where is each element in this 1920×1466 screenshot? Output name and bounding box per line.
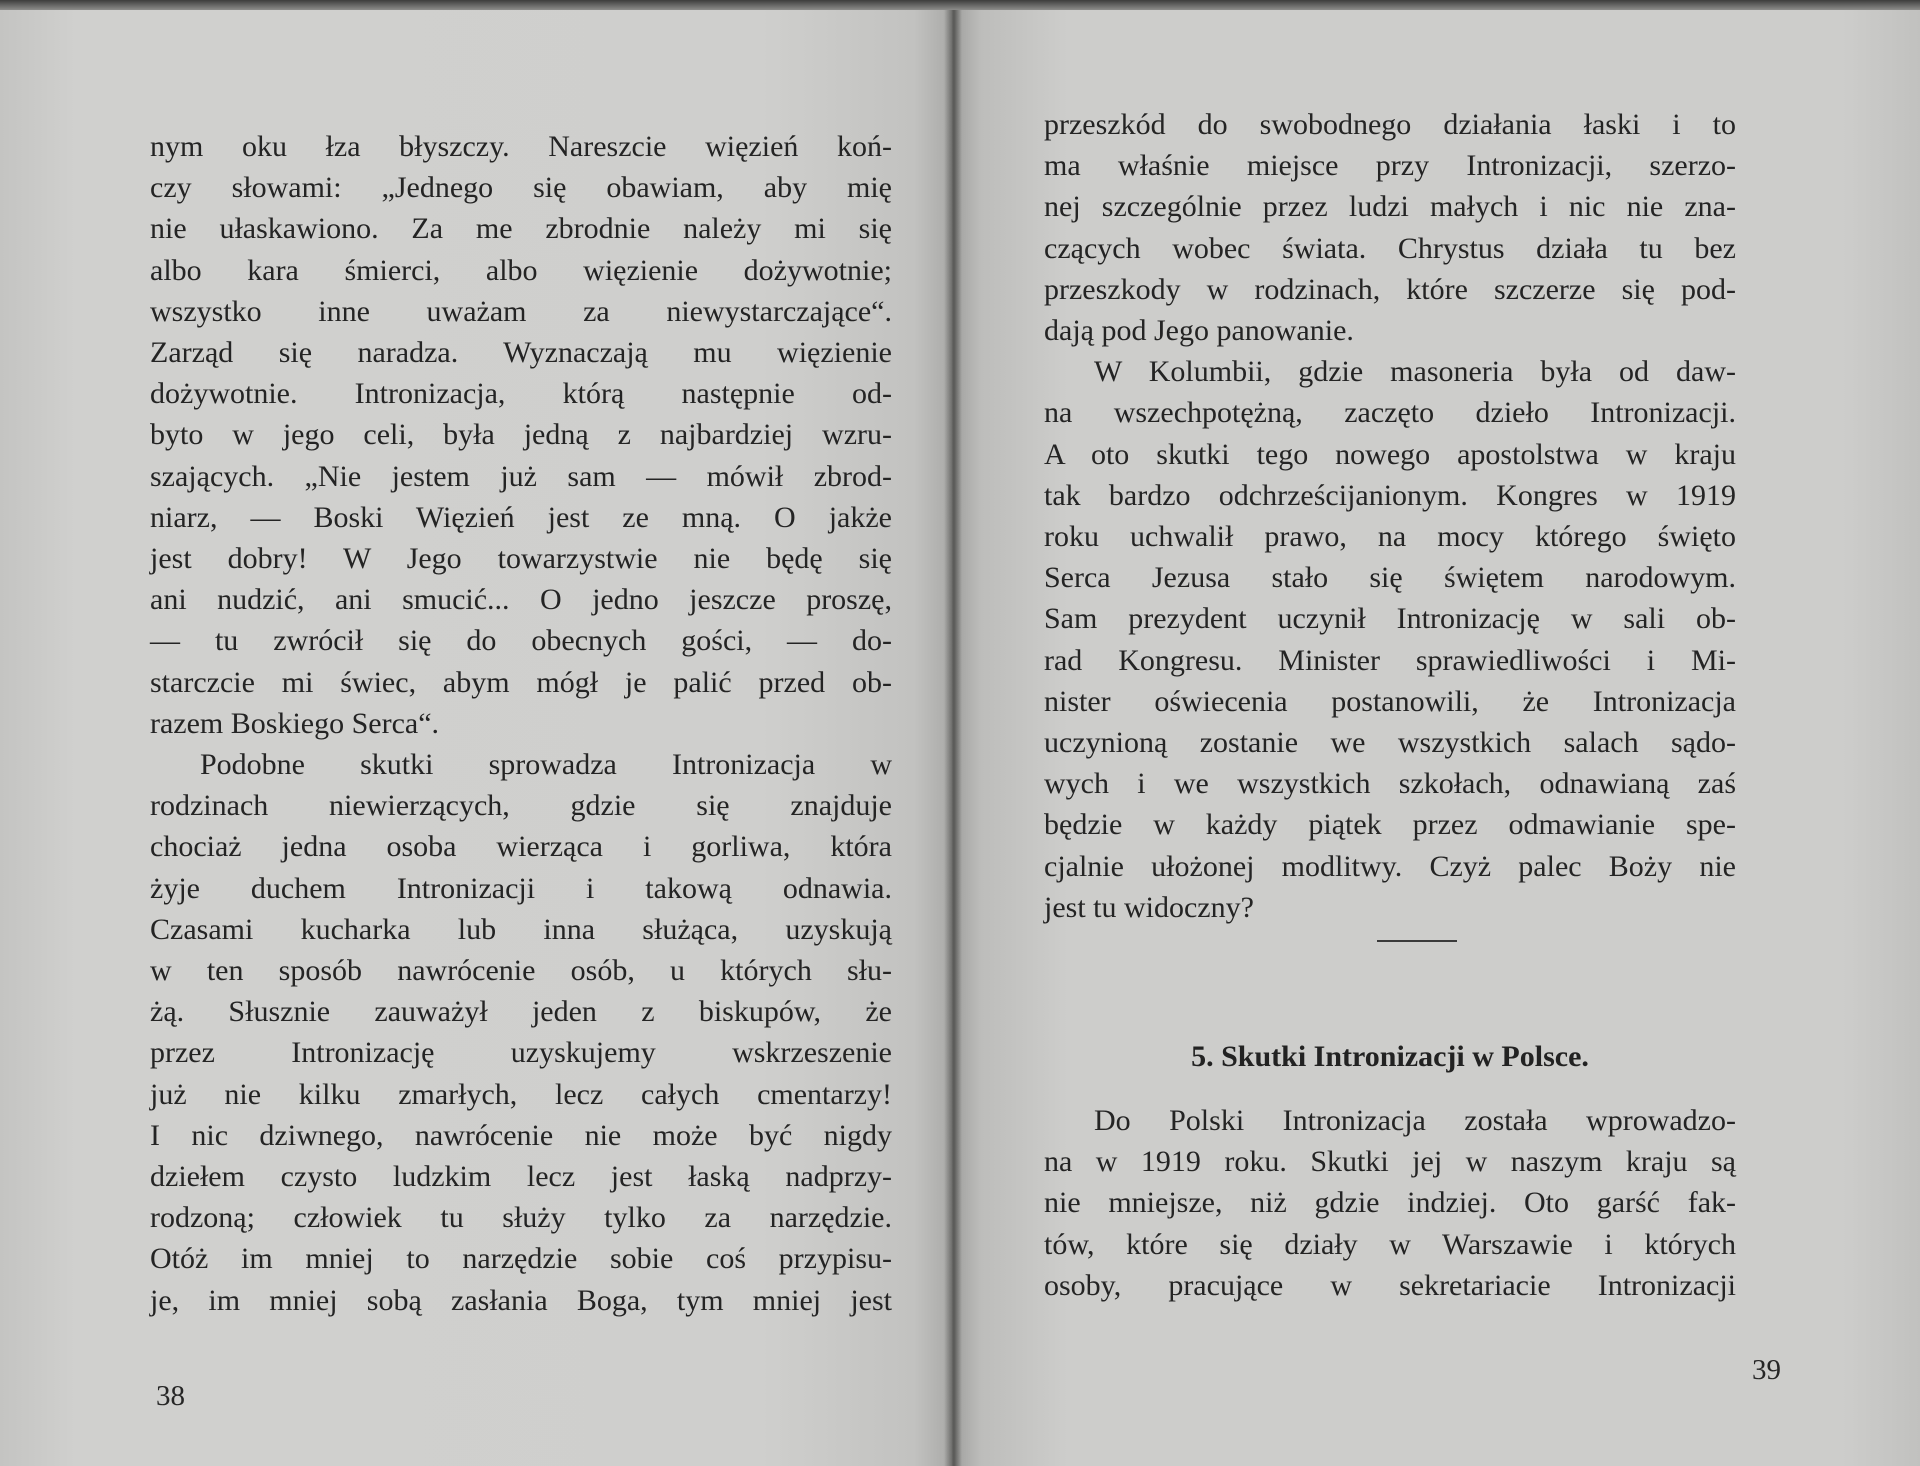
text-line: nej szczególnie przez ludzi małych i nic nie zna-: [1044, 190, 1736, 224]
section-divider: [1377, 940, 1457, 942]
text-line: I nic dziwnego, nawrócenie nie może być nigdy: [150, 1118, 892, 1152]
text-line: dziełem czysto ludzkim lecz jest łaską nadprzy-: [150, 1160, 892, 1194]
text-line: przeszkód do swobodnego działania łaski i to: [1044, 108, 1736, 141]
text-line: wych i we wszystkich szkołach, odnawianą zaś: [1044, 767, 1736, 801]
right-page-text: [1044, 104, 1736, 928]
text-line: byto w jego celi, była jedną z najbardziej wzru-: [150, 418, 892, 452]
text-line: — tu zwrócił się do obecnych gości, — do-: [150, 624, 892, 658]
page-number-left: 38: [156, 1380, 185, 1412]
text-line: chociaż jedna osoba wierząca i gorliwa, która: [150, 830, 892, 864]
section-heading: 5. Skutki Intronizacji w Polsce.: [1191, 1040, 1589, 1073]
right-page: [952, 10, 1920, 1466]
text-line: przeszkody w rodzinach, które szczerze się pod-: [1044, 272, 1736, 306]
text-line: A oto skutki tego nowego apostolstwa w kraju: [1044, 437, 1736, 471]
text-line: w ten sposób nawrócenie osób, u których słu-: [150, 954, 892, 988]
book-gutter: [944, 0, 962, 1466]
text-line: W Kolumbii, gdzie masoneria była od daw-: [1094, 355, 1736, 389]
text-line: osoby, pracujące w sekretariacie Intronizacji: [1044, 1268, 1736, 1302]
right-paragraph-3: [1044, 1100, 1736, 1306]
left-page-text: [150, 126, 892, 1321]
text-line: razem Boskiego Serca“.: [150, 706, 440, 740]
text-line: dożywotnie. Intronizacja, którą następnie od-: [150, 377, 892, 411]
text-line: niarz, — Boski Więzień jest ze mną. O jakże: [150, 500, 892, 534]
text-line: rodzoną; człowiek tu służy tylko za narzędzie.: [150, 1201, 892, 1235]
text-line: tów, które się działy w Warszawie i których: [1044, 1227, 1736, 1261]
text-line: wszystko inne uważam za niewystarczające“.: [150, 294, 892, 328]
right-paragraph-2: [1044, 351, 1736, 928]
left-paragraph-1: [150, 126, 892, 744]
right-page-text-2: [1044, 1100, 1736, 1306]
text-line: Otóż im mniej to narzędzie sobie coś przypisu-: [150, 1242, 892, 1276]
text-line: rad Kongresu. Minister sprawiedliwości i Mi-: [1044, 643, 1736, 677]
text-line: Do Polski Intronizacja została wprowadzo-: [1094, 1104, 1736, 1137]
text-line: szających. „Nie jestem już sam — mówił zbrod-: [150, 459, 892, 493]
text-line: albo kara śmierci, albo więzienie dożywotnie;: [150, 253, 892, 287]
scan-top-edge: [0, 0, 1920, 10]
text-line: cjalnie ułożonej modlitwy. Czyż palec Boży nie: [1044, 849, 1736, 883]
text-line: będzie w każdy piątek przez odmawianie spe-: [1044, 808, 1736, 842]
text-line: roku uchwalił prawo, na mocy którego święto: [1044, 520, 1736, 554]
left-paragraph-2: [150, 744, 892, 1321]
text-line: nister oświecenia postanowili, że Intronizacja: [1044, 684, 1736, 718]
text-line: żyje duchem Intronizacji i takową odnawia.: [150, 871, 892, 905]
text-line: Serca Jezusa stało się świętem narodowym.: [1044, 561, 1736, 595]
text-line: uczynioną zostanie we wszystkich salach sądo-: [1044, 726, 1736, 760]
text-line: Zarząd się naradza. Wyznaczają mu więzienie: [150, 336, 892, 370]
text-line: tak bardzo odchrześcijanionym. Kongres w 1919: [1044, 478, 1736, 512]
right-paragraph-1: [1044, 104, 1736, 351]
text-line: nie ułaskawiono. Za me zbrodnie należy mi się: [150, 212, 892, 246]
text-line: ani nudzić, ani smucić... O jedno jeszcze proszę,: [150, 583, 892, 617]
text-line: rodzinach niewierzących, gdzie się znajduje: [150, 789, 892, 823]
text-line: czy słowami: „Jednego się obawiam, aby mię: [150, 171, 892, 205]
left-page: [0, 10, 952, 1466]
text-line: na w 1919 roku. Skutki jej w naszym kraju są: [1044, 1145, 1736, 1179]
text-line: jest dobry! W Jego towarzystwie nie będę się: [150, 542, 892, 576]
page-number-right: 39: [1752, 1354, 1781, 1386]
text-line: już nie kilku zmarłych, lecz całych cmentarzy!: [150, 1077, 892, 1111]
text-line: Czasami kucharka lub inna służąca, uzyskują: [150, 912, 892, 946]
text-line: Podobne skutki sprowadza Intronizacja w: [200, 748, 892, 782]
text-line: dają pod Jego panowanie.: [1044, 314, 1354, 348]
text-line: nie mniejsze, niż gdzie indziej. Oto garść fak-: [1044, 1186, 1736, 1220]
text-line: je, im mniej sobą zasłania Boga, tym mniej jest: [150, 1283, 892, 1317]
text-line: starczcie mi świec, abym mógł je palić przed ob-: [150, 665, 892, 699]
text-line: Sam prezydent uczynił Intronizację w sali ob-: [1044, 602, 1736, 636]
text-line: przez Intronizację uzyskujemy wskrzeszenie: [150, 1036, 892, 1070]
text-line: żą. Słusznie zauważył jeden z biskupów, że: [150, 995, 892, 1029]
text-line: na wszechpotężną, zaczęto dzieło Intronizacji.: [1044, 396, 1736, 430]
text-line: ma właśnie miejsce przy Intronizacji, szerzo-: [1044, 149, 1736, 183]
text-line: nym oku łza błyszczy. Nareszcie więzień koń-: [150, 130, 892, 163]
text-line: czących wobec świata. Chrystus działa tu bez: [1044, 231, 1736, 265]
text-line: jest tu widoczny?: [1044, 890, 1254, 924]
